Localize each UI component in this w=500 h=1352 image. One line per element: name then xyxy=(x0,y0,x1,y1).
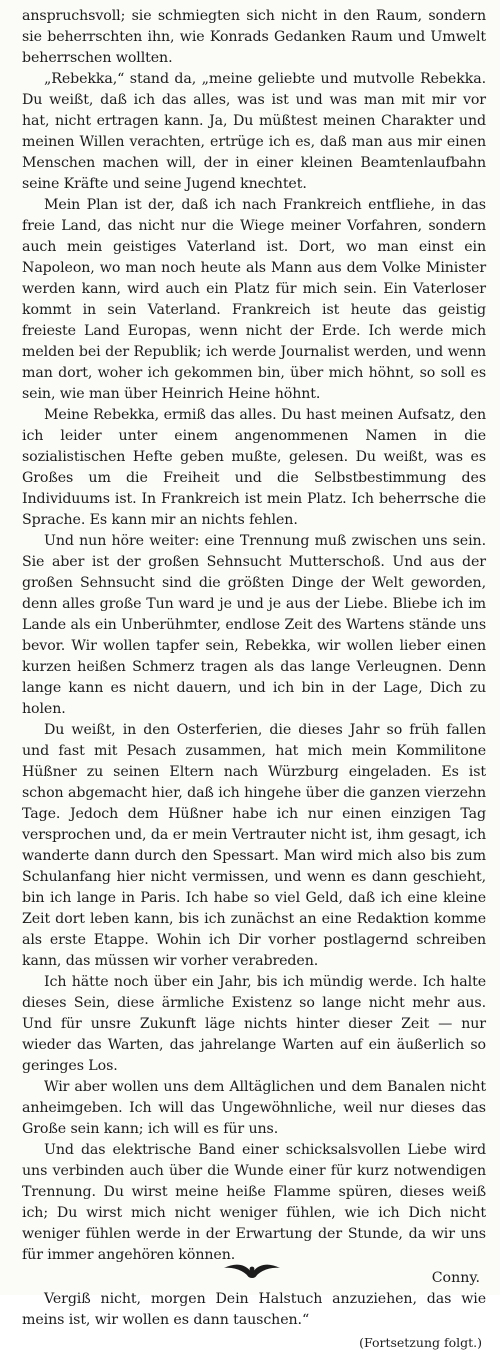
paragraph-3: Mein Plan ist der, daß ich nach Frankreich entfliehe, in das freie Land, das nicht nur die Wiege meiner Vorfahren, sondern auch mein geistiges Vaterland ist. Dort, wo man einst ein Napoleon, wo man noch heute als Mann aus dem Volke Minister werden kann, wird auch ein Platz für mich sein. Ein Vaterloser kommt in sein Vaterland. Frankreich ist heute das geistig freieste Land Europas, wenn nicht der Erde. Ich werde mich melden bei der Republik; ich werde Journalist werden, und wenn man dort, woher ich gekommen bin, über mich höhnt, so soll es sein, wie man über Heinrich Heine höhnt. xyxy=(22,197,486,402)
paragraph-4: Meine Rebekka, ermiß das alles. Du hast meinen Aufsatz, den ich leider unter einem angenommenen Namen in die sozialistischen Hefte geben mußte, gelesen. Du weißt, was es Großes um die Freiheit und die Selbstbestimmung des Individuums ist. In Frankreich ist mein Platz. Ich beherrsche die Sprache. Es kann mir an nichts fehlen. xyxy=(22,407,486,528)
continuation-note: (Fortsetzung folgt.) xyxy=(359,1335,482,1350)
letter-signature: Conny. xyxy=(431,1270,480,1286)
text-column xyxy=(22,6,486,1352)
paragraph-5: Und nun höre weiter: eine Trennung muß zwischen uns sein. Sie aber ist der großen Sehnsucht Mutterschoß. Und aus der großen Sehnsucht sind die größten Dinge der Welt geworden, denn alles große Tun ward je und je aus der Liebe. Bliebe ich im Lande als ein Unberühmter, endlose Zeit des Wartens stände uns bevor. Wir wollen tapfer sein, Rebekka, wir wollen lieber einen kurzen heißen Schmerz tragen als das lange Verleugnen. Denn lange kann es nicht dauern, und ich bin in der Lage, Dich zu holen. xyxy=(22,533,486,717)
paragraph-8: Wir aber wollen uns dem Alltäglichen und dem Banalen nicht anheimgeben. Ich will das Ungewöhnliche, weil nur dieses das Große sein kann; ich will es für uns. xyxy=(22,1079,486,1137)
bird-ornament-icon xyxy=(222,1258,282,1280)
paragraph-7: Ich hätte noch über ein Jahr, bis ich mündig werde. Ich halte dieses Sein, diese ärmliche Existenz so lange nicht mehr aus. Und für unsre Zukunft läge nichts hinter dieser Zeit — nur wieder das Warten, das jahrelange Warten auf ein äußerlich so geringes Los. xyxy=(22,974,486,1074)
paragraph-1: anspruchsvoll; sie schmiegten sich nicht in den Raum, sondern sie beherrschten ihn, wie Konrads Gedanken Raum und Umwelt beherrschen wollten. xyxy=(22,8,486,66)
paragraph-6: Du weißt, in den Osterferien, die dieses Jahr so früh fallen und fast mit Pesach zusammen, hat mich mein Kommilitone Hüßner zu seinen Eltern nach Würzburg eingeladen. Es ist schon abgemacht hier, daß ich hingehe über die ganzen vierzehn Tage. Jedoch dem Hüßner habe ich nur einen einzigen Tag versprochen und, da er mein Vertrauter nicht ist, ihm gesagt, ich wanderte dann durch den Spessart. Man wird mich also bis zum Schulanfang hier nicht vermissen, und wenn es dann geschieht, bin ich lange in Paris. Ich habe so viel Geld, daß ich eine kleine Zeit dort leben kann, bis ich zunächst an eine Redaktion komme als erste Etappe. Wohin ich Dir vorher postlagernd schreiben kann, das müssen wir vorher verabreden. xyxy=(22,722,486,969)
paragraph-2: „Rebekka,“ stand da, „meine geliebte und mutvolle Rebekka. Du weißt, daß ich das alles, was ist und was man mit mir vor hat, nicht ertragen kann. Ja, Du müßtest meinen Charakter und meinen Willen verachten, ertrüge ich es, daß man aus mir einen Menschen machen will, der in einer kleinen Beamtenlaufbahn seine Kräfte und seine Jugend knechtet. xyxy=(22,71,486,192)
paragraph-9: Und das elektrische Band einer schicksalsvollen Liebe wird uns verbinden auch über die Wunde einer für kurz notwendigen Trennung. Du wirst meine heiße Flamme spüren, dieses weiß ich; Du wirst mich nicht weniger fühlen, wie ich Dich nicht weniger fühlen werde in der Erwartung der Stunde, da wir uns für immer angehören können. xyxy=(22,1142,486,1263)
postscript: Vergiß nicht, morgen Dein Halstuch anzuziehen, das wie meins ist, wir wollen es dann tauschen.“ xyxy=(22,1291,486,1328)
